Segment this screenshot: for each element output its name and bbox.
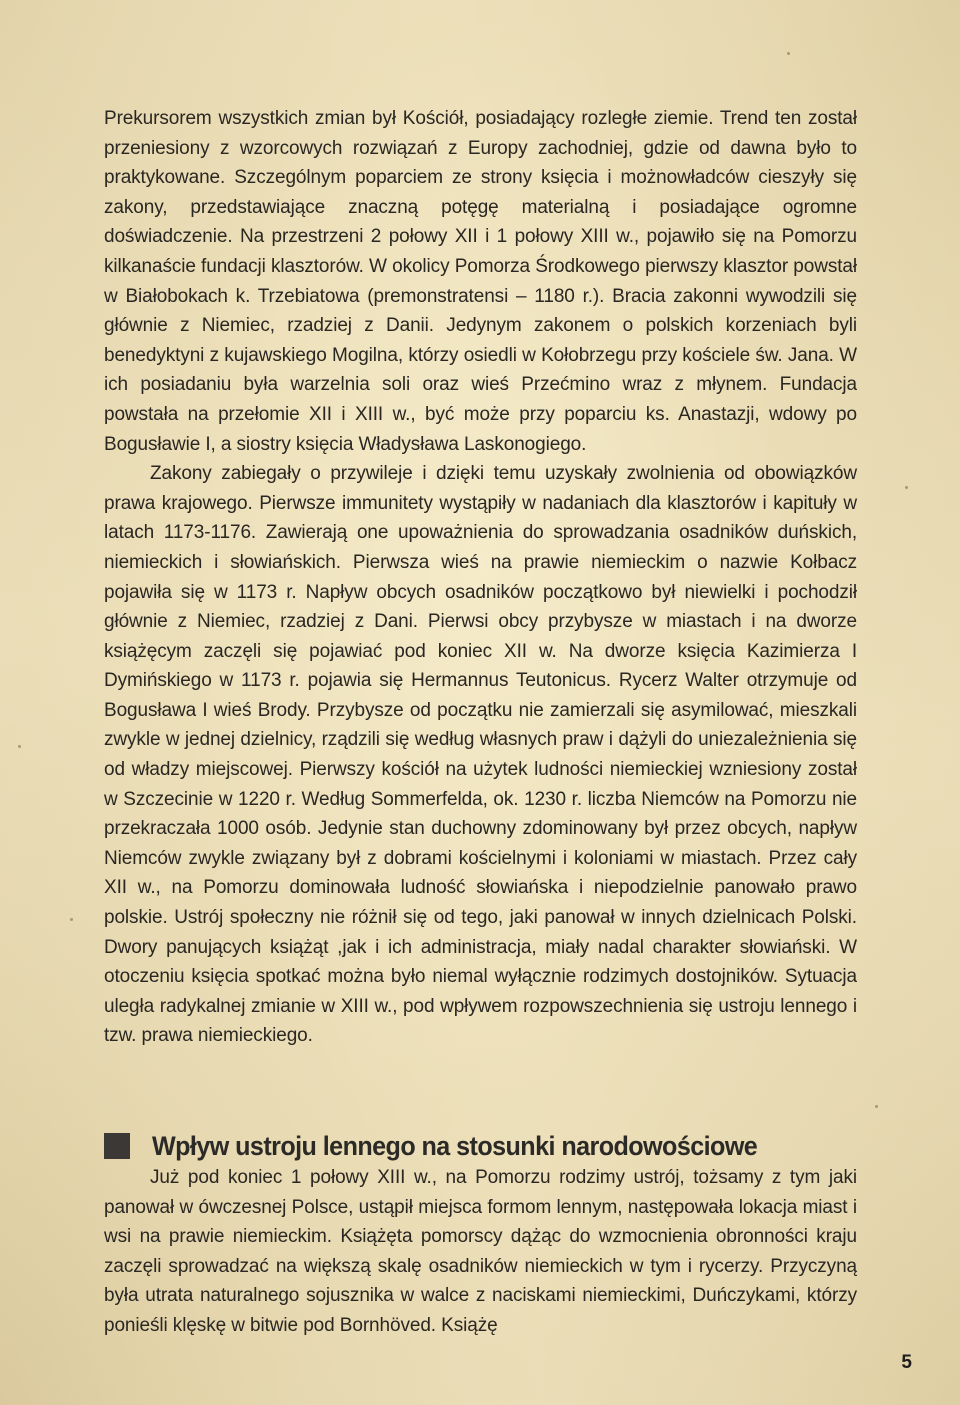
paragraph-2: Zakony zabiegały o przywileje i dzięki temu uzyskały zwolnienia od obowiązków prawa krajowego. Pierwsze immunitety wystąpiły w nadaniach dla klasztorów i kapituły w latach 1173-1176. Zawierają one upoważnienia do sprowadzania osadników duńskich, niemieckich i słowiańskich. Pierwsza wieś na prawie niemieckim o nazwie Kołbacz pojawiła się w 1173 r. Napływ obcych osadników początkowo był niewielki i pochodził głównie z Niemiec, rzadziej z Dani. Pierwsi obcy przybysze w miastach i na dworze książęcym zaczęli się pojawiać pod koniec XII w. Na dworze księcia Kazimierza I Dymińskiego w 1173 r. pojawia się Hermannus Teutonicus. Rycerz Walter otrzymuje od Bogusława I wieś Brody. Przybysze od początku nie zamierzali się asymilować, mieszkali zwykle w jednej dzielnicy, rządzili się według własnych praw i dążyli do uniezależnienia się od władzy miejscowej. Pierwszy kościół na użytek ludności niemieckiej wzniesiony został w Szczecinie w 1220 r. Według Sommerfelda, ok. 1230 r. liczba Niemców na Pomorzu nie przekraczała 1000 osób. Jedynie stan duchowny zdominowany był przez obcych, napływ Niemców zwykle związany był z dobrami kościelnymi i koloniami w miastach. Przez cały XII w., na Pomorzu dominowała ludność słowiańska i niepodzielnie panowało prawo polskie. Ustrój społeczny nie różnił się od tego, jaki panował w innych dzielnicach Polski. Dwory panujących książąt ,jak i ich administracja, miały nadal charakter słowiański. W otoczeniu księcia spotkać można było niemal wyłącznie rodzimych dostojników. Sytuacja uległa radykalnej zmianie w XIII w., pod wpływem rozpowszechnienia się ustroju lennego i tzw. prawa niemieckiego. xyxy=(104,463,857,1047)
section-text xyxy=(104,1163,857,1341)
section-heading-text: Wpływ ustroju lennego na stosunki narodowościowe xyxy=(152,1130,758,1161)
heading-square-icon xyxy=(104,1133,130,1159)
main-text xyxy=(104,104,857,1051)
section-paragraph: Już pod koniec 1 połowy XIII w., na Pomorzu rodzimy ustrój, tożsamy z tym jaki panował w ówczesnej Polsce, ustąpił miejsca formom lennym, następowała lokacja miast i wsi na prawie niemieckim. Książęta pomorscy dążąc do wzmocnienia obronności kraju zaczęli sprowadzać na większą skalę osadników niemieckich w tym i rycerzy. Przyczyną była utrata naturalnego sojusznika w walce z naciskami niemieckimi, Duńczykami, którzy ponieśli klęskę w bitwie pod Bornhöved. Książę xyxy=(104,1167,857,1336)
paper-speck xyxy=(787,52,790,55)
paper-speck xyxy=(18,745,21,748)
section-heading xyxy=(104,1128,857,1164)
page-number: 5 xyxy=(901,1352,912,1373)
paper-speck xyxy=(875,1105,878,1108)
paper-speck xyxy=(905,486,908,489)
paper-speck xyxy=(70,918,73,921)
paragraph-1: Prekursorem wszystkich zmian był Kościół, posiadający rozległe ziemie. Trend ten został przeniesiony z wzorcowych rozwiązań z Europy zachodniej, gdzie od dawna było to praktykowane. Szczególnym poparciem ze strony księcia i możnowładców cieszyły się zakony, przedstawiające znaczną potęgę materialną i posiadające ogromne doświadczenie. Na przestrzeni 2 połowy XII i 1 połowy XIII w., pojawiło się na Pomorzu kilkanaście fundacji klasztorów. W okolicy Pomorza Środkowego pierwszy klasztor powstał w Białobokach k. Trzebiatowa (premonstratensi – 1180 r.). Bracia zakonni wywodzili się głównie z Niemiec, rzadziej z Danii. Jedynym zakonem o polskich korzeniach byli benedyktyni z kujawskiego Mogilna, którzy osiedli w Kołobrzegu przy kościele św. Jana. W ich posiadaniu była warzelnia soli oraz wieś Przećmino wraz z młynem. Fundacja powstała na przełomie XII i XIII w., być może przy poparciu ks. Anastazji, wdowy po Bogusławie I, a siostry księcia Władysława Laskonogiego. xyxy=(104,108,857,455)
